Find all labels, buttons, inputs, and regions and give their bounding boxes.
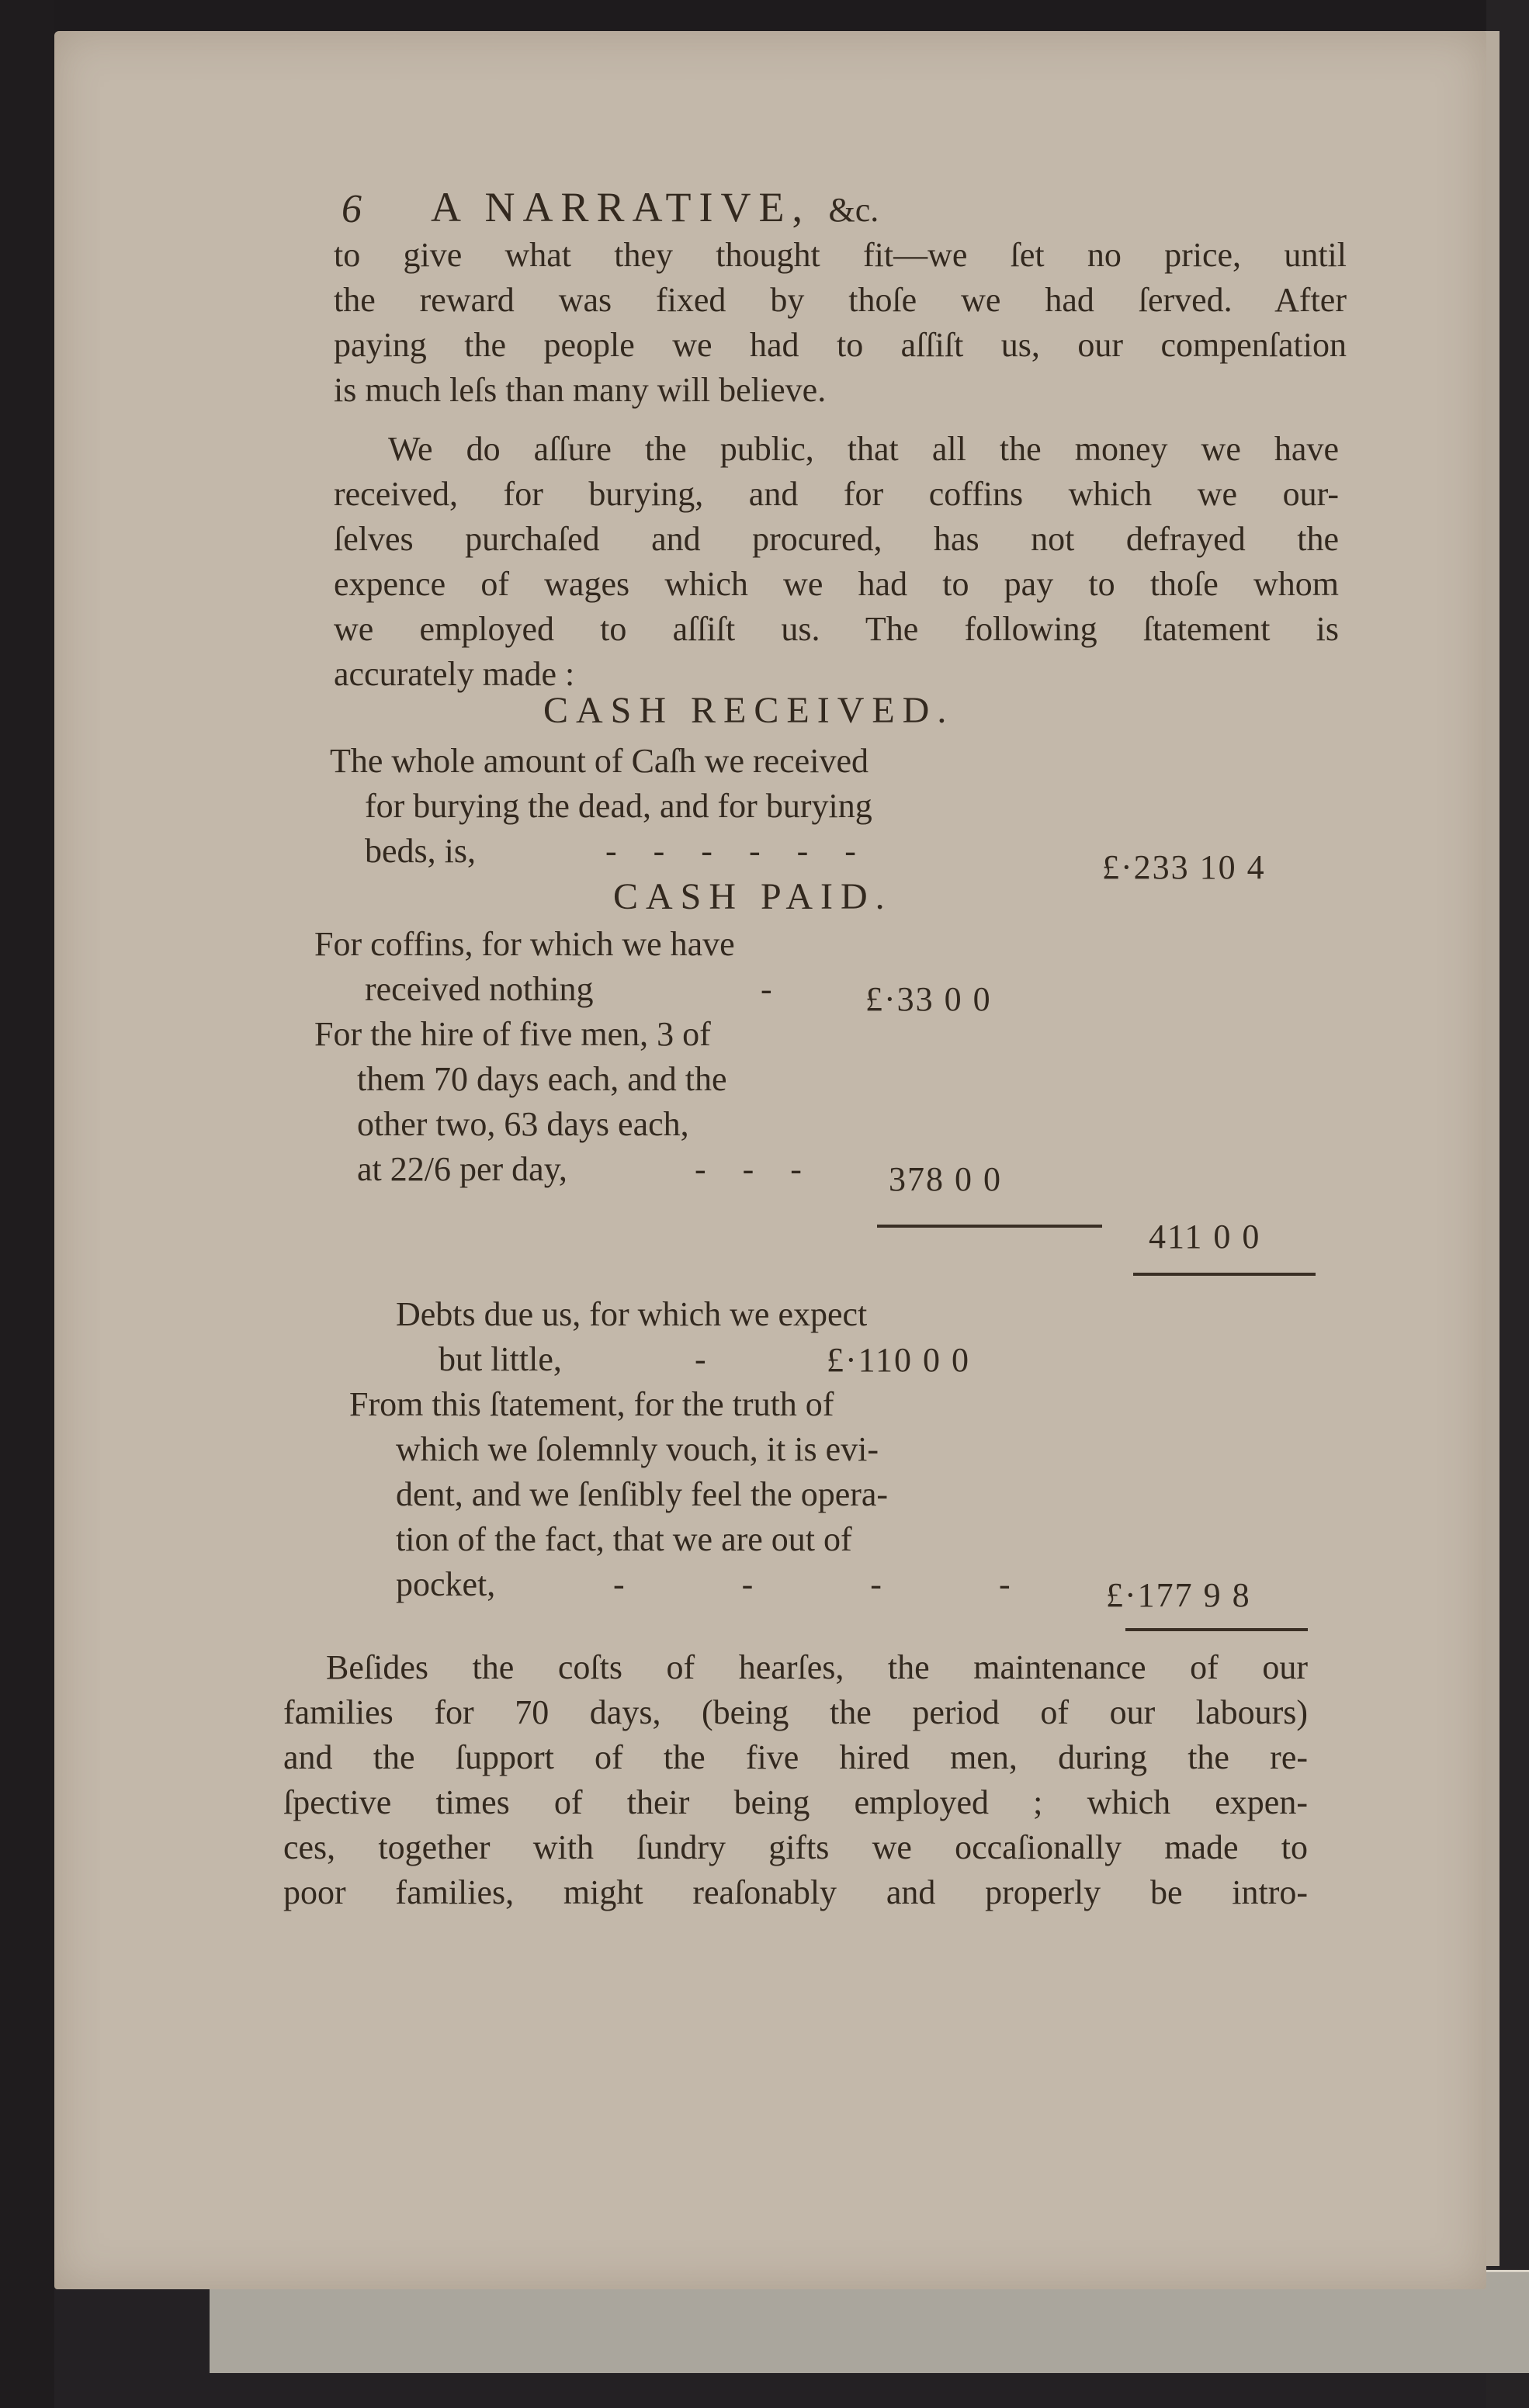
cash-paid-heading: CASH PAID. <box>613 876 893 917</box>
text-line: ces, together with ſundry gifts we occaſionally made to <box>283 1828 1308 1866</box>
paragraph-continuation <box>334 233 1347 413</box>
coffins-line: For coffins, for which we have <box>314 925 735 963</box>
hire-line: them 70 days each, and the <box>357 1060 727 1098</box>
coffins-amount: £·33 0 0 <box>865 980 992 1018</box>
cash-received-line: The whole amount of Caſh we received <box>330 742 869 780</box>
statement-line: pocket, <box>396 1565 496 1603</box>
statement-line: dent, and we ſenſibly feel the opera- <box>396 1475 889 1513</box>
coffins-line: received nothing <box>365 970 594 1008</box>
cash-received-line: for burying the dead, and for burying <box>365 787 872 825</box>
running-header-suffix: &c. <box>828 191 879 229</box>
dot-leader: - - - <box>695 1150 816 1188</box>
debts-amount: £·110 0 0 <box>827 1341 971 1379</box>
dot-leader: - - - - <box>613 1565 1065 1603</box>
text-line: expence of wages which we had to pay to thoſe whom <box>334 565 1339 603</box>
dot-leader: - - - - - - <box>605 832 870 870</box>
text-line: is much leſs than many will believe. <box>334 371 827 409</box>
total-rule <box>1133 1273 1316 1276</box>
statement-amount: £·177 9 8 <box>1106 1576 1251 1614</box>
hire-amount: 378 0 0 <box>889 1160 1002 1198</box>
text-line: ſelves purchaſed and procured, has not defrayed the <box>334 520 1339 558</box>
text-line: We do aſſure the public, that all the money we have <box>388 430 1339 468</box>
scan-left-margin <box>0 0 54 2408</box>
text-line: paying the people we had to aſſiſt us, our compenſation <box>334 326 1347 364</box>
hire-line: For the hire of five men, 3 of <box>314 1015 711 1053</box>
statement-rule <box>1125 1628 1308 1631</box>
running-header <box>431 183 879 231</box>
debts-line: but little, <box>439 1340 562 1378</box>
hire-line: other two, 63 days each, <box>357 1105 689 1143</box>
text-line: ſpective times of their being employed ; which expen- <box>283 1783 1308 1821</box>
subtotal-rule <box>877 1225 1102 1228</box>
debts-line: Debts due us, for which we expect <box>396 1295 868 1333</box>
cash-received-heading: CASH RECEIVED. <box>543 690 955 731</box>
cash-paid-total: 411 0 0 <box>1149 1218 1261 1256</box>
hire-line: at 22/6 per day, <box>357 1150 567 1188</box>
text-line: we employed to aſſiſt us. The following ſtatement is <box>334 610 1339 648</box>
text-line: to give what they thought fit—we ſet no price, until <box>334 236 1347 274</box>
text-line: families for 70 days, (being the period of our labours) <box>283 1693 1308 1731</box>
statement-line: From this ſtatement, for the truth of <box>349 1385 834 1423</box>
cash-received-amount: £·233 10 4 <box>1102 848 1266 886</box>
text-line: received, for burying, and for coffins which we our- <box>334 475 1339 513</box>
statement-line: which we ſolemnly vouch, it is evi- <box>396 1430 879 1468</box>
cash-received-line: beds, is, <box>365 832 476 870</box>
text-line: and the ſupport of the five hired men, during the re- <box>283 1738 1308 1776</box>
text-line: the reward was fixed by thoſe we had ſerved. After <box>334 281 1347 319</box>
paragraph-assurance <box>334 427 1339 697</box>
dot-leader: - <box>761 970 772 1008</box>
dot-leader: - <box>695 1340 706 1378</box>
text-line: poor families, might reaſonably and properly be intro- <box>283 1873 1308 1911</box>
running-header-title: A NARRATIVE, <box>431 184 811 230</box>
paragraph-costs <box>283 1645 1308 1915</box>
text-line: Beſides the coſts of hearſes, the maintenance of our <box>326 1648 1308 1686</box>
statement-line: tion of the fact, that we are out of <box>396 1520 852 1558</box>
page-number: 6 <box>342 187 362 231</box>
text-line: accurately made : <box>334 655 575 693</box>
